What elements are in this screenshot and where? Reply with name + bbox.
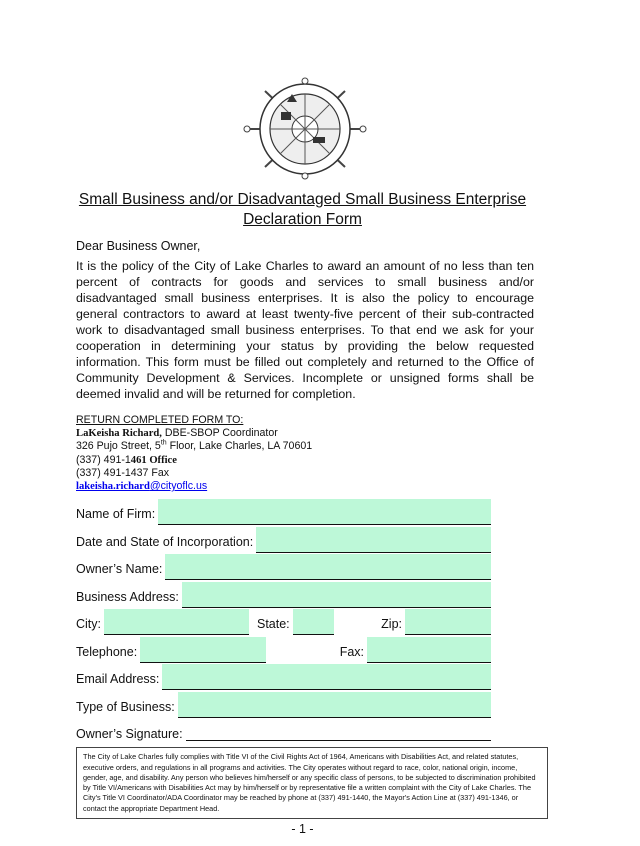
state-label: State: (257, 617, 290, 632)
city-field[interactable] (104, 609, 249, 635)
business-form (76, 499, 491, 745)
email-row (76, 664, 491, 690)
signature-label: Owner’s Signature: (76, 727, 183, 742)
state-field[interactable] (293, 609, 334, 635)
address-label: Business Address: (76, 589, 179, 604)
contact-name: LaKeisha Richard, (76, 428, 162, 440)
address-text: 326 Pujo Street, 5 (76, 440, 161, 453)
city-seal-logo (243, 77, 367, 180)
form-title-line-1: Small Business and/or Disadvantaged Small Business Enterprise (78, 191, 527, 208)
telephone-label: Telephone: (76, 644, 138, 659)
owner-label: Owner’s Name: (76, 562, 163, 577)
incorporation-field[interactable] (256, 527, 491, 553)
email-user: lakeisha.richard (76, 481, 150, 493)
city-row (76, 609, 491, 635)
business-type-row (76, 692, 491, 718)
zip-label: Zip: (381, 617, 402, 632)
firm-row (76, 499, 491, 525)
phone-label: 461 Office (130, 454, 177, 466)
page-number: - 1 - (291, 822, 314, 836)
zip-field[interactable] (405, 609, 491, 635)
city-label: City: (76, 617, 101, 632)
owner-name-field[interactable] (165, 554, 491, 580)
phone-row (76, 637, 491, 663)
fax-field[interactable] (367, 637, 491, 663)
address-row (76, 582, 491, 608)
contact-address (76, 440, 640, 453)
contact-role: DBE-SBOP Coordinator (161, 427, 278, 440)
phone-number: (337) 491-1 (76, 453, 131, 466)
email-domain: @cityoflc.us (149, 480, 208, 493)
firm-name-field[interactable] (158, 499, 491, 525)
return-address-block (76, 414, 640, 493)
incorporation-row (76, 527, 491, 553)
firm-label: Name of Firm: (76, 507, 156, 522)
title-vi-disclaimer: The City of Lake Charles fully complies with Title VI of the Civil Rights Act of 1964, Americans with Disabilities Act, and related statutes, executive orders, and regulations in all programs and activities. The City operates without regard to race, color, national origin, income, gender, age, and disability. Any person who believes him/herself or any specific class of persons, to be subjected to discrimination prohibited by Title VI/Americans with Disabilities Act may by him/herself or by representative file a written complaint with the City of Lake Charles. The City's Title VI Coordinator/ADA Coordinator may be reached by phone at (337) 491-1440, the Mayor's Action Line at (337) 491-1346, or contact the appropriate Department Head. (76, 747, 548, 819)
email-link[interactable] (76, 480, 207, 492)
email-field[interactable] (162, 664, 491, 690)
email-label: Email Address: (76, 672, 160, 687)
address-text-2: Floor, Lake Charles, LA 70601 (166, 440, 313, 453)
return-heading: RETURN COMPLETED FORM TO: (76, 414, 244, 426)
policy-paragraph: It is the policy of the City of Lake Charles to award an amount of no less than ten percent of contracts for goods and services to small business and/or disadvantaged small business enterprises. It is also the policy to encourage general contractors to award at least twenty-five percent of their sub-contracted work to disadvantaged small business enterprises. To that end we ask for your cooperation in determining your status by providing the below requested information. This form must be filled out completely and returned to the Office of Community Development & Services. Incomplete or unsigned forms shall be deemed invalid and will be returned for completion. (76, 259, 534, 401)
signature-row (76, 719, 491, 745)
address-sup: th (160, 439, 167, 447)
fax-number: (337) 491-1437 Fax (76, 466, 170, 479)
greeting: Dear Business Owner, (76, 239, 201, 253)
incorporation-label: Date and State of Incorporation: (76, 534, 254, 549)
business-type-field[interactable] (178, 692, 491, 718)
signature-line[interactable] (186, 726, 491, 741)
business-type-label: Type of Business: (76, 699, 175, 714)
business-address-field[interactable] (182, 582, 491, 608)
fax-label: Fax: (339, 644, 364, 659)
owner-row (76, 554, 491, 580)
form-title-line-2: Declaration Form (243, 211, 362, 228)
telephone-field[interactable] (140, 637, 266, 663)
